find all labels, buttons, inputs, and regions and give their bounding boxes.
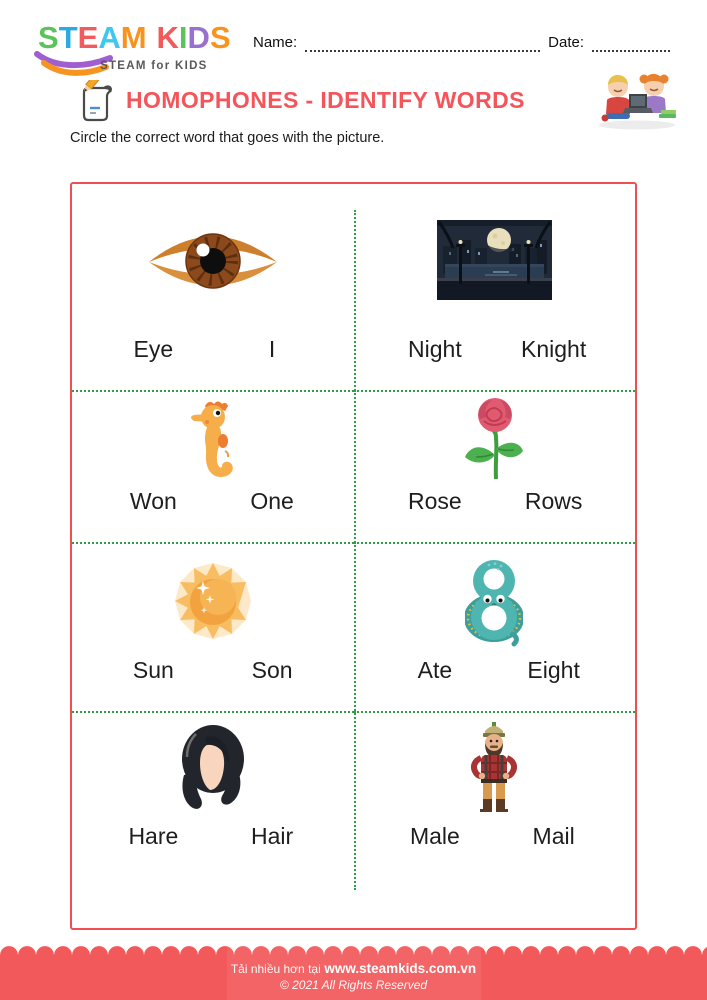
name-date-row <box>253 34 670 52</box>
seahorse-illustration <box>188 396 238 484</box>
worksheet-cell-night <box>354 184 636 390</box>
name-input-line[interactable] <box>305 37 540 52</box>
date-input-line[interactable] <box>592 37 670 52</box>
logo-letter: D <box>187 20 210 55</box>
date-label: Date: <box>548 34 584 51</box>
page-title: HOMOPHONES - IDENTIFY WORDS <box>126 87 525 113</box>
worksheet-cell-man <box>354 711 636 927</box>
worksheet-cell-rose <box>354 390 636 542</box>
word-option[interactable]: Knight <box>521 336 587 362</box>
footer-banner <box>0 955 707 1000</box>
word-option[interactable]: Hair <box>251 823 294 849</box>
worksheet-cell-eight <box>354 542 636 711</box>
worksheet-box <box>70 182 637 930</box>
footer-copyright: © 2021 All Rights Reserved <box>279 978 428 992</box>
night-picture <box>354 184 636 336</box>
seahorse-picture <box>72 392 354 488</box>
title-row <box>76 76 667 130</box>
logo-letter: I <box>178 20 188 55</box>
word-option[interactable]: Ate <box>417 657 453 683</box>
rose-picture <box>354 392 636 488</box>
logo-letter: M <box>120 20 147 55</box>
logo-letter: E <box>77 20 99 55</box>
figure-eight-float-illustration <box>465 555 523 647</box>
worksheet-cell-seahorse <box>72 390 354 542</box>
notepad-pencil-icon <box>76 80 116 124</box>
worksheet-cell-sun <box>72 542 354 711</box>
eye-illustration <box>146 221 280 299</box>
eight-picture <box>354 544 636 657</box>
word-option[interactable]: Male <box>409 823 460 849</box>
logo-letter: K <box>156 20 179 55</box>
word-option[interactable]: One <box>250 488 294 514</box>
hair-picture <box>72 713 354 823</box>
word-options <box>72 657 354 711</box>
rose-illustration <box>462 397 526 483</box>
steam-kids-logo <box>38 22 248 80</box>
word-option[interactable]: Hare <box>128 823 179 849</box>
word-option[interactable]: Rose <box>408 488 462 514</box>
word-option[interactable]: Eight <box>527 657 580 683</box>
instruction-text: Circle the correct word that goes with the picture. <box>70 130 385 146</box>
sun-picture <box>72 544 354 657</box>
word-option[interactable]: Mail <box>532 823 575 849</box>
word-options <box>354 657 636 711</box>
worksheet-grid <box>72 184 635 928</box>
word-options <box>354 823 636 927</box>
word-option[interactable]: Night <box>408 336 462 362</box>
word-option[interactable]: Sun <box>132 657 174 683</box>
sun-illustration <box>173 561 253 641</box>
worksheet-cell-hair <box>72 711 354 927</box>
word-option[interactable]: Son <box>251 657 293 683</box>
word-options <box>354 336 636 390</box>
word-option[interactable]: I <box>268 336 276 362</box>
footer-download-line <box>0 955 707 976</box>
word-option[interactable]: Eye <box>133 336 174 362</box>
kids-with-laptop-illustration <box>595 72 679 130</box>
logo-letter: S <box>209 20 231 55</box>
logo-letter: A <box>98 20 121 55</box>
night-scene-illustration <box>437 220 552 300</box>
word-options <box>72 336 354 390</box>
word-options <box>72 823 354 927</box>
worksheet-cell-eye <box>72 184 354 390</box>
footer-website-url[interactable]: www.steamkids.com.vn <box>324 961 477 976</box>
eye-picture <box>72 184 354 336</box>
word-option[interactable]: Won <box>129 488 177 514</box>
logo-tagline: STEAM for KIDS <box>100 60 208 72</box>
logo-wordmark <box>38 22 248 53</box>
hair-illustration <box>174 723 252 813</box>
man-illustration <box>466 721 522 816</box>
footer-download-prefix: Tải nhiều hơn tại <box>230 962 321 976</box>
logo-letter: T <box>58 20 78 55</box>
name-label: Name: <box>253 34 298 51</box>
word-options <box>72 488 354 542</box>
man-picture <box>354 713 636 823</box>
logo-letter: S <box>38 20 59 55</box>
word-options <box>354 488 636 542</box>
word-option[interactable]: Rows <box>524 488 583 514</box>
